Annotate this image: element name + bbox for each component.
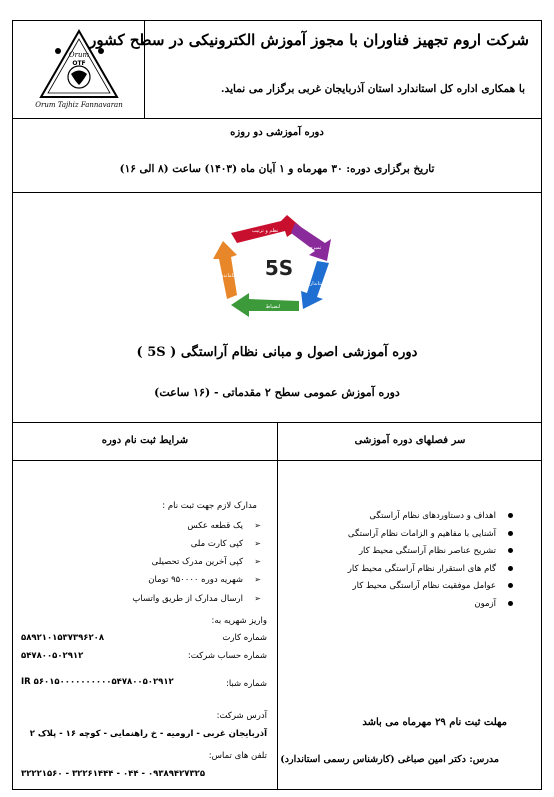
registration-deadline: مهلت ثبت نام ۲۹ مهرماه می باشد: [362, 717, 507, 728]
topics-list: [348, 511, 513, 616]
registration-column: [19, 461, 271, 789]
phone-value: ۰۹۳۸۹۴۲۷۳۲۵ - ۰۴۴ - ۳۲۲۶۱۴۴۴ - ۳۲۲۲۱۵۶۰: [21, 769, 206, 779]
registration-heading: شرایط ثبت نام دوره: [101, 435, 189, 446]
docs-item: ➢ارسال مدارک از طریق واتساپ: [132, 594, 261, 604]
list-item: گام های استقرار نظام آراستگی محیط کار: [348, 564, 513, 582]
company-name: شرکت اروم تجهیز فناوران با مجوز آموزش الکترونیکی در سطح کشور: [89, 31, 529, 49]
supervision-note: با همکاری اداره کل استاندارد استان آذربایجان غربی برگزار می نماید.: [220, 83, 525, 95]
checkmark-icon: ➢: [254, 575, 261, 584]
list-item: آزمون: [348, 599, 513, 617]
header-row: [13, 21, 541, 119]
flyer-page: [12, 20, 542, 790]
cycle-arrow-purple: [291, 223, 331, 261]
course-subtitle: دوره آموزش عمومی سطح ۲ مقدماتی - (۱۶ ساعت): [154, 386, 400, 399]
bullet-icon: [508, 583, 513, 588]
cycle-arrow-orange: [213, 241, 237, 299]
card-number: ۵۸۹۲۱۰۱۵۳۷۳۹۶۲۰۸: [21, 633, 105, 643]
docs-item: ➢یک قطعه عکس: [187, 521, 261, 531]
instructor: مدرس: دکتر امین صباغی (کارشناس رسمی استاندارد): [280, 754, 499, 765]
body-area: [13, 461, 541, 789]
diagram-center-label: 5S: [264, 256, 294, 280]
bullet-icon: [508, 513, 513, 518]
list-item: آشنایی با مفاهیم و الزامات نظام آراستگی: [348, 529, 513, 547]
5s-cycle-diagram: [213, 211, 343, 321]
checkmark-icon: ➢: [254, 594, 261, 603]
topics-heading: سر فصلهای دوره آموزشی: [354, 435, 466, 446]
sheba-label: شماره شبا:: [225, 679, 267, 689]
hero-row: [13, 193, 541, 423]
docs-item: ➢کپی کارت ملی: [190, 539, 261, 549]
sheba-number: IR ۵۶۰۱۵۰۰۰۰۰۰۰۰۰۰۵۴۷۸۰۰۵۰۲۹۱۲: [21, 677, 174, 687]
card-label: شماره کارت: [222, 633, 267, 643]
account-label: شماره حساب شرکت:: [187, 651, 267, 661]
course-info-row: [13, 119, 541, 193]
topics-column: [280, 461, 535, 789]
course-date: تاریخ برگزاری دوره: ۳۰ مهرماه و ۱ آبان ماه (۱۴۰۳) ساعت (۸ الی ۱۶): [119, 163, 435, 175]
deposit-label: واریز شهریه به:: [211, 616, 267, 626]
svg-text:Orum: Orum: [68, 51, 90, 59]
bullet-icon: [508, 531, 513, 536]
diagram-label-4: انضباط: [265, 304, 281, 310]
checkmark-icon: ➢: [254, 557, 261, 566]
docs-item: ➢کپی آخرین مدرک تحصیلی: [151, 557, 261, 567]
checkmark-icon: ➢: [254, 539, 261, 548]
header-text: [89, 21, 541, 119]
column-headings-row: [13, 423, 541, 461]
list-item: اهداف و دستاوردهای نظام آراستگی: [348, 511, 513, 529]
address-value: آذربایجان غربی - ارومیه - خ راهنمایی - کوچه ۱۶ - پلاک ۲: [29, 729, 267, 739]
bullet-icon: [508, 548, 513, 553]
checkmark-icon: ➢: [254, 521, 261, 530]
body-divider: [277, 461, 278, 789]
diagram-label-1: نظم و ترتیب: [251, 228, 279, 234]
diagram-label-5: ساماندهی: [216, 273, 238, 279]
logo-caption: Orum Tajhiz Fannavaran: [35, 101, 123, 109]
diagram-label-3: استاندارد: [307, 281, 327, 287]
course-title: دوره آموزشی اصول و مبانی نظام آراستگی ( 5S ): [136, 345, 418, 360]
list-item: عوامل موفقیت نظام آراستگی محیط کار: [348, 581, 513, 599]
bullet-icon: [508, 566, 513, 571]
address-label: آدرس شرکت:: [216, 711, 267, 721]
bullet-icon: [508, 601, 513, 606]
diagram-label-2: تمیزی: [308, 245, 322, 251]
docs-item: ➢شهریه دوره ۹۵۰۰۰۰ تومان: [148, 575, 261, 585]
phone-label: تلفن های تماس:: [208, 751, 267, 761]
course-type: دوره آموزشی دو روزه: [230, 127, 324, 138]
list-item: تشریح عناصر نظام آراستگی محیط کار: [348, 546, 513, 564]
column-divider: [277, 423, 278, 460]
svg-text:OTF: OTF: [72, 60, 86, 67]
docs-title: مدارک لازم جهت ثبت نام :: [162, 501, 257, 511]
account-number: ۵۴۷۸۰۰۵۰۲۹۱۲: [21, 651, 84, 661]
